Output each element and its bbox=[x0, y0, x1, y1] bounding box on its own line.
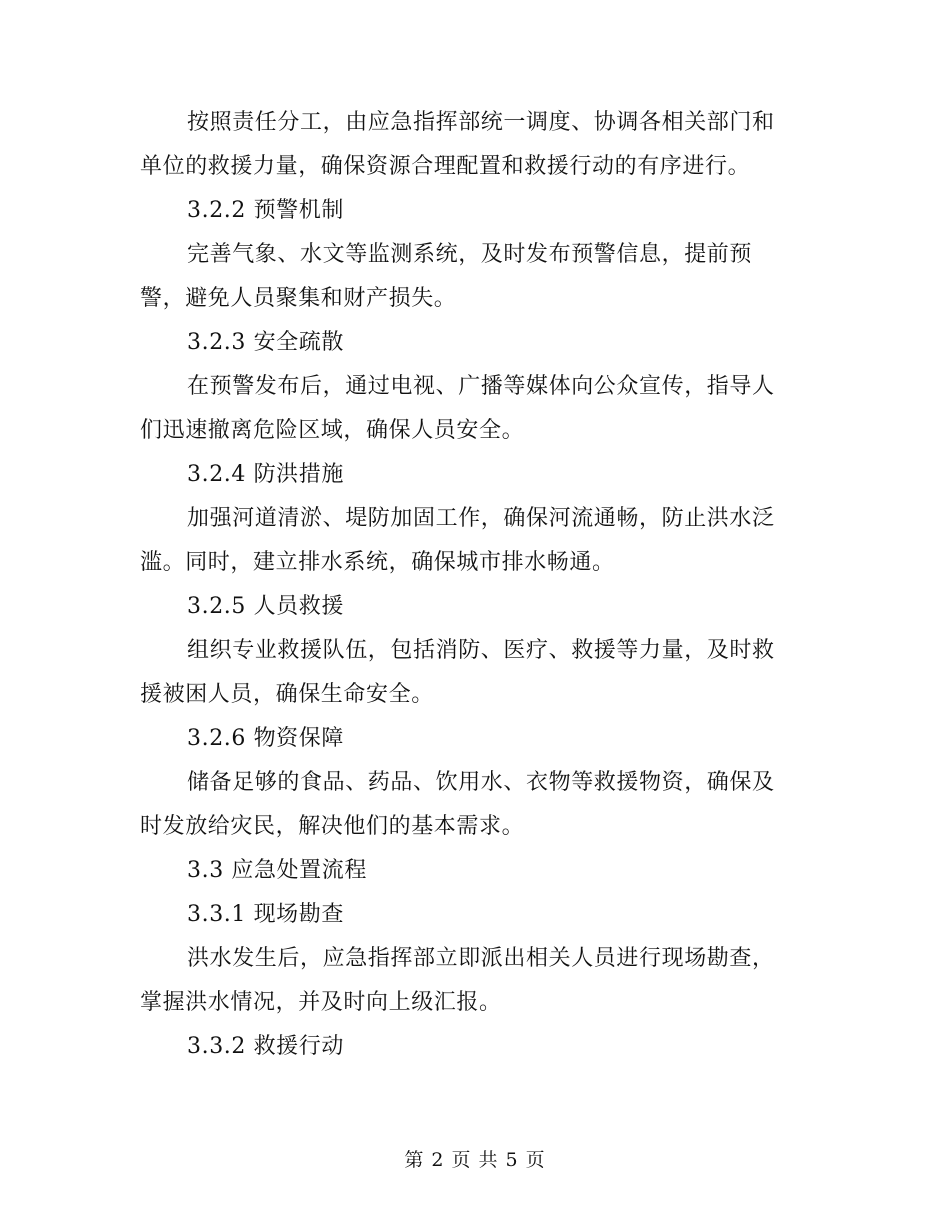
page-footer: 第 2 页 共 5 页 bbox=[404, 1149, 546, 1171]
section-heading: 3.2.3 安全疏散 bbox=[187, 330, 344, 355]
paragraph-line: 时发放给灾民，解决他们的基本需求。 bbox=[140, 814, 525, 839]
document-body bbox=[140, 101, 802, 1069]
paragraph-line: 按照责任分工，由应急指挥部统一调度、协调各相关部门和 bbox=[187, 110, 775, 135]
section-heading: 3.3.2 救援行动 bbox=[187, 1034, 344, 1059]
section-heading: 3.3 应急处置流程 bbox=[187, 858, 367, 883]
paragraph-line: 组织专业救援队伍，包括消防、医疗、救援等力量，及时救 bbox=[187, 638, 775, 663]
paragraph-line: 在预警发布后，通过电视、广播等媒体向公众宣传，指导人 bbox=[187, 374, 775, 399]
paragraph-line: 完善气象、水文等监测系统，及时发布预警信息，提前预 bbox=[187, 242, 753, 267]
paragraph-line: 加强河道清淤、堤防加固工作，确保河流通畅，防止洪水泛 bbox=[187, 506, 775, 531]
paragraph-line: 警，避免人员聚集和财产损失。 bbox=[140, 286, 457, 311]
paragraph-line: 洪水发生后，应急指挥部立即派出相关人员进行现场勘查， bbox=[187, 946, 775, 971]
section-heading: 3.3.1 现场勘查 bbox=[187, 902, 344, 927]
section-heading: 3.2.6 物资保障 bbox=[187, 726, 344, 751]
paragraph-line: 援被困人员，确保生命安全。 bbox=[140, 682, 434, 707]
section-heading: 3.2.2 预警机制 bbox=[187, 198, 344, 223]
section-heading: 3.2.4 防洪措施 bbox=[187, 462, 344, 487]
paragraph-line: 们迅速撤离危险区域，确保人员安全。 bbox=[140, 418, 525, 443]
paragraph-line: 单位的救援力量，确保资源合理配置和救援行动的有序进行。 bbox=[140, 154, 751, 179]
paragraph-line: 滥。同时，建立排水系统，确保城市排水畅通。 bbox=[140, 550, 615, 575]
paragraph-line: 掌握洪水情况，并及时向上级汇报。 bbox=[140, 990, 502, 1015]
section-heading: 3.2.5 人员救援 bbox=[187, 594, 344, 619]
paragraph-line: 储备足够的食品、药品、饮用水、衣物等救援物资，确保及 bbox=[187, 770, 775, 795]
